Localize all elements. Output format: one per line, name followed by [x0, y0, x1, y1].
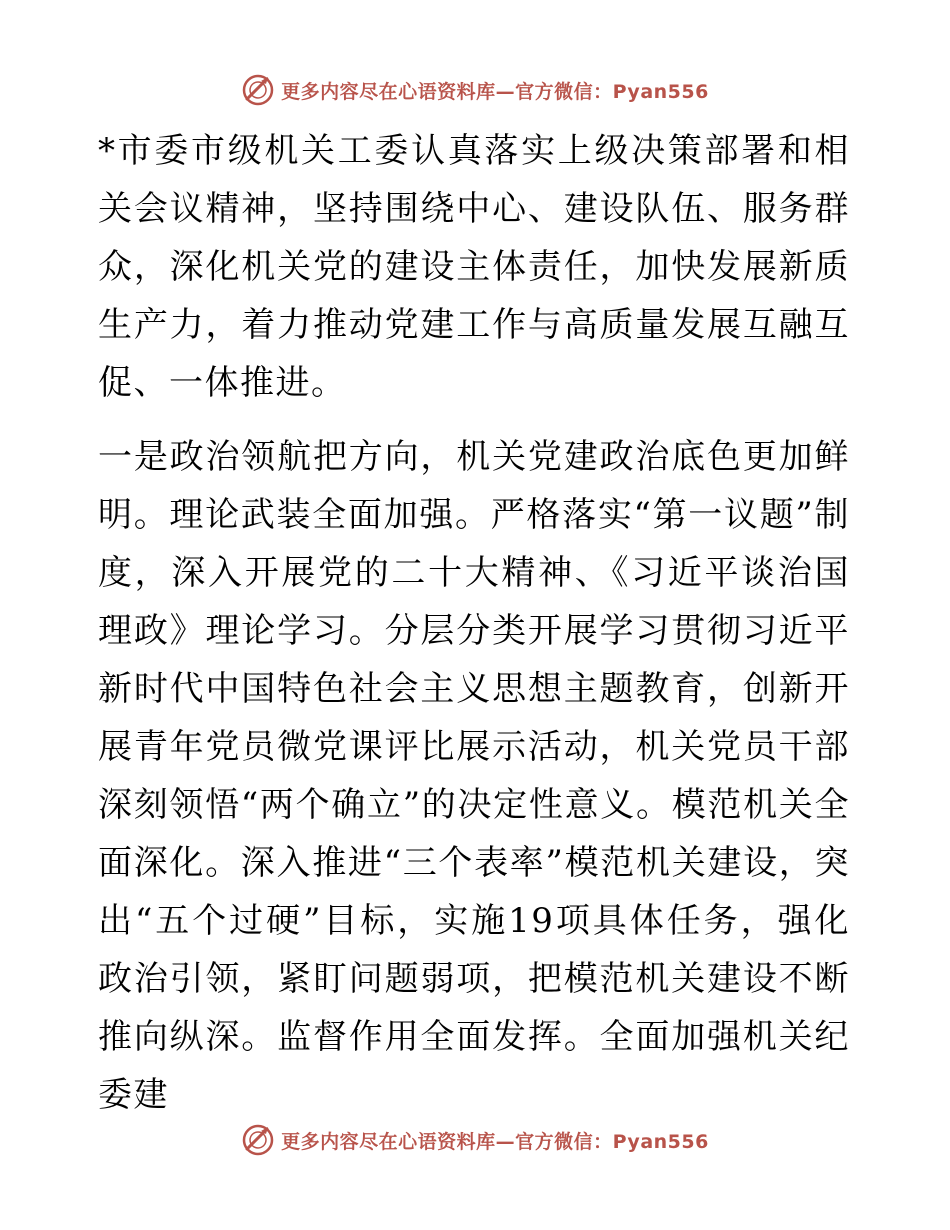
banner-text: 更多内容尽在心语资料库—官方微信：Pyan556 — [281, 1130, 709, 1153]
seal-logo-icon — [241, 1123, 275, 1157]
paragraph-section-one: 一是政治领航把方向，机关党建政治底色更加鲜明。理论武装全面加强。严格落实“第一议题”制度，深入开展党的二十大精神、《习近平谈治国理政》理论学习。分层分类开展学习贯彻习近平新时代中国特色社会主义思想主题教育，创新开展青年党员微党课评比展示活动，机关党员干部深刻领悟“两个确立”的决定性意义。模范机关全面深化。深入推进“三个表率”模范机关建设，突出“五个过硬”目标，实施19项具体任务，强化政治引领，紧盯问题弱项，把模范机关建设不断推向纵深。监督作用全面发挥。全面加强机关纪委建 — [98, 437, 850, 1115]
footer-banner — [0, 1120, 950, 1160]
document-body — [98, 122, 850, 1124]
header-banner — [0, 70, 950, 110]
seal-logo-icon — [241, 73, 275, 107]
paragraph-intro: *市委市级机关工委认真落实上级决策部署和相关会议精神，坚持围绕中心、建设队伍、服务群众，深化机关党的建设主体责任，加快发展新质生产力，着力推动党建工作与高质量发展互融互促、一体推进。 — [98, 131, 850, 403]
banner-text: 更多内容尽在心语资料库—官方微信：Pyan556 — [281, 80, 709, 103]
